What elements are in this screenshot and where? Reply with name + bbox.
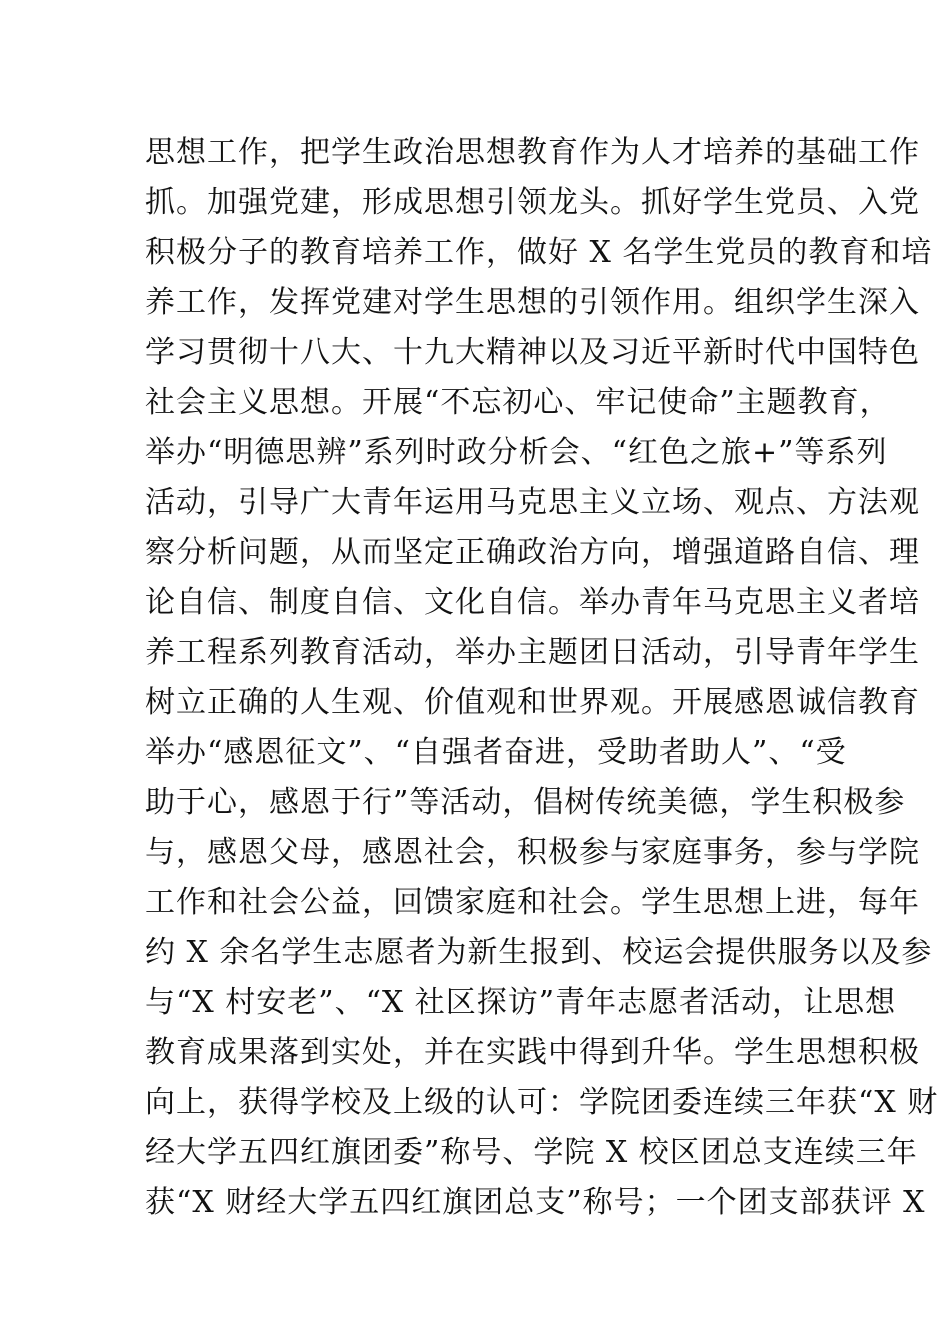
text-line: 举办“明德思辨”系列时政分析会、“红色之旅+”等系列 bbox=[145, 435, 888, 470]
text-line: 与“X 村安老”、“X 社区探访”青年志愿者活动，让思想 bbox=[145, 985, 897, 1020]
text-line: 抓。加强党建，形成思想引领龙头。抓好学生党员、入党 bbox=[145, 185, 920, 220]
text-line: 活动，引导广大青年运用马克思主义立场、观点、方法观 bbox=[145, 485, 920, 520]
text-line: 约 X 余名学生志愿者为新生报到、校运会提供服务以及参 bbox=[145, 935, 933, 970]
text-line: 思想工作，把学生政治思想教育作为人才培养的基础工作 bbox=[145, 135, 920, 170]
text-line: 获“X 财经大学五四红旗团总支”称号；一个团支部获评 X bbox=[145, 1185, 926, 1220]
text-line: 察分析问题，从而坚定正确政治方向，增强道路自信、理 bbox=[145, 535, 920, 570]
text-line: 论自信、制度自信、文化自信。举办青年马克思主义者培 bbox=[145, 585, 920, 620]
text-line: 助于心，感恩于行”等活动，倡树传统美德，学生积极参 bbox=[145, 785, 906, 820]
text-line: 社会主义思想。开展“不忘初心、牢记使命”主题教育， bbox=[145, 385, 891, 420]
text-line: 向上，获得学校及上级的认可：学院团委连续三年获“X 财 bbox=[145, 1085, 939, 1120]
text-line: 经大学五四红旗团委”称号、学院 X 校区团总支连续三年 bbox=[145, 1135, 918, 1170]
text-line: 举办“感恩征文”、“自强者奋进，受助者助人”、“受 bbox=[145, 735, 847, 770]
text-line: 教育成果落到实处，并在实践中得到升华。学生思想积极 bbox=[145, 1035, 920, 1070]
text-line: 学习贯彻十八大、十九大精神以及习近平新时代中国特色 bbox=[145, 335, 920, 370]
text-line: 养工程系列教育活动，举办主题团日活动，引导青年学生 bbox=[145, 635, 920, 670]
text-line: 树立正确的人生观、价值观和世界观。开展感恩诚信教育 bbox=[145, 685, 920, 720]
text-line: 工作和社会公益，回馈家庭和社会。学生思想上进，每年 bbox=[145, 885, 920, 920]
text-line: 养工作，发挥党建对学生思想的引领作用。组织学生深入 bbox=[145, 285, 920, 320]
text-line: 与，感恩父母，感恩社会，积极参与家庭事务，参与学院 bbox=[145, 835, 920, 870]
text-line: 积极分子的教育培养工作，做好 X 名学生党员的教育和培 bbox=[145, 235, 933, 270]
